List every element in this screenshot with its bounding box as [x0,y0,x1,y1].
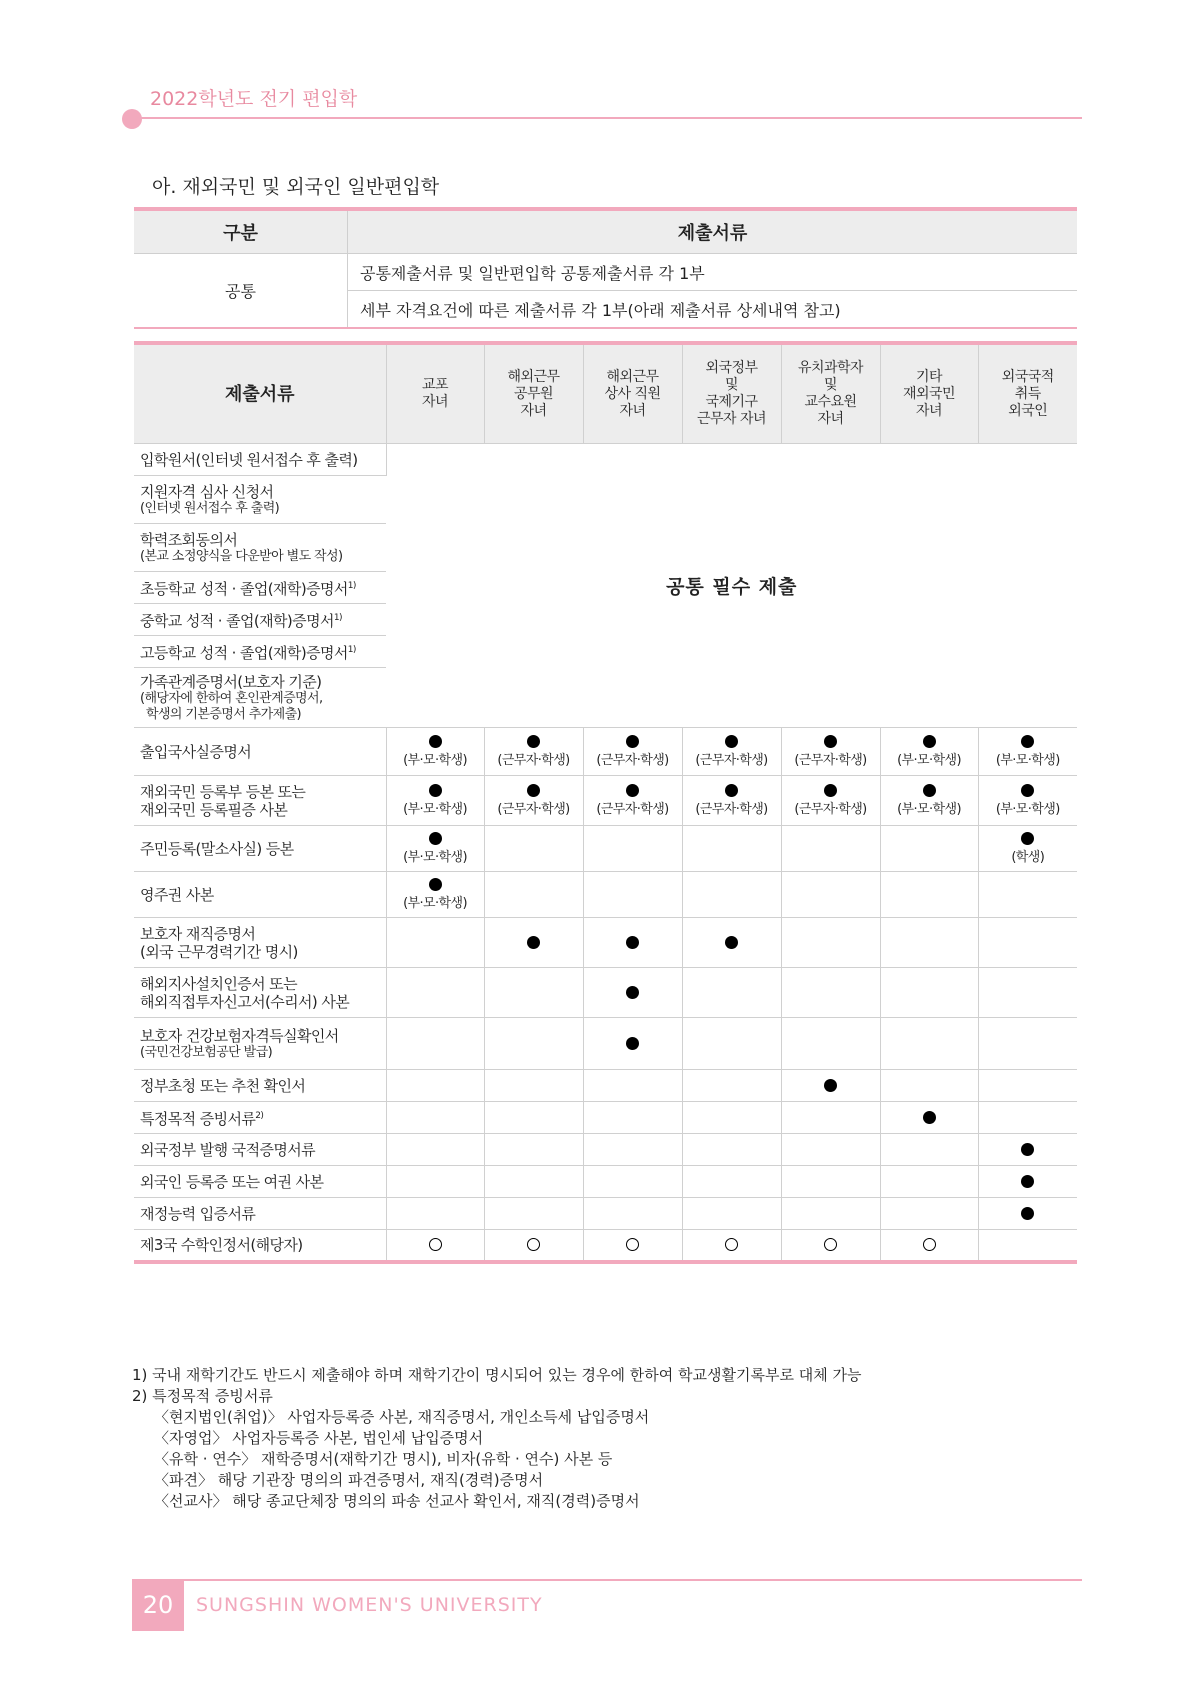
doc-row-label-text: 출입국사실증명서 [140,742,252,761]
summary-col-documents: 제출서류 [348,209,1078,254]
doc-cell [583,1102,682,1134]
footer-rule [132,1579,1082,1581]
doc-cell [978,968,1077,1018]
required-dot-icon [527,784,540,797]
doc-cell [978,776,1077,826]
doc-col-header [978,343,1077,444]
doc-cell [386,728,484,776]
required-dot-icon [923,784,936,797]
doc-row-label [134,826,386,872]
doc-cell [781,1102,880,1134]
doc-cell [682,1198,781,1230]
footnote-line: 〈파견〉 해당 기관장 명의의 파견증명서, 재직(경력)증명서 [154,1471,544,1489]
doc-row-label-text: 해외지사설치인증서 또는 [140,974,297,993]
doc-cell [781,1070,880,1102]
doc-cell [583,1134,682,1166]
doc-cell [682,1134,781,1166]
doc-cell [484,918,583,968]
footer-university: SUNGSHIN WOMEN'S UNIVERSITY [196,1594,543,1616]
doc-row-label-text: 정부초청 또는 추천 확인서 [140,1076,306,1095]
required-dot-icon [1021,1207,1034,1220]
required-dot-icon [626,936,639,949]
doc-row-label [134,604,386,636]
doc-row-label-note: (해당자에 한하여 혼인관계증명서, [140,690,323,706]
doc-cell [484,1018,583,1070]
doc-cell [781,872,880,918]
optional-circle-icon [824,1238,837,1251]
doc-row-label-text: 특정목적 증빙서류 [140,1110,256,1128]
doc-cell [682,1070,781,1102]
doc-cell [484,872,583,918]
doc-cell [583,872,682,918]
footnote-ref: 1) [333,613,342,623]
document-table [134,341,1077,1264]
doc-cell [682,1102,781,1134]
doc-cell [781,968,880,1018]
doc-row-label [134,636,386,668]
doc-cell [583,1018,682,1070]
doc-row-label [134,918,386,968]
doc-col-header-line: 해외근무 [606,368,659,385]
doc-col-header-line: 자녀 [619,402,646,419]
doc-cell [484,1134,583,1166]
page-number: 20 [132,1579,184,1631]
doc-cell-who: (근무자·학생) [794,753,867,768]
table-row [134,1018,1077,1070]
doc-cell [682,826,781,872]
doc-cell [682,872,781,918]
doc-cell-who: (부·모·학생) [897,753,961,768]
doc-cell-who: (근무자·학생) [695,802,768,817]
required-dot-icon [626,735,639,748]
doc-col-header [880,343,978,444]
doc-cell [484,826,583,872]
doc-cell [484,1198,583,1230]
table-row [134,1134,1077,1166]
doc-row-label-text: 외국인 등록증 또는 여권 사본 [140,1172,324,1191]
header-dot-icon [122,109,142,129]
doc-cell [880,1230,978,1262]
doc-col-header-line: 자녀 [915,402,943,419]
doc-row-label-text: 중학교 성적 · 졸업(재학)증명서 [140,612,334,630]
doc-cell [978,728,1077,776]
doc-col-header-line: 근무자 자녀 [696,411,767,427]
doc-col-header-line: 외국정부 [705,360,758,376]
doc-cell [880,1070,978,1102]
doc-cell [880,1018,978,1070]
doc-row-label-text: 고등학교 성적 · 졸업(재학)증명서 [140,644,348,662]
doc-row-label [134,968,386,1018]
doc-cell [978,1102,1077,1134]
doc-row-label-text: 재정능력 입증서류 [140,1204,256,1223]
doc-row-label-text: 외국정부 발행 국적증명서류 [140,1140,316,1159]
doc-cell-who: (부·모·학생) [995,753,1060,768]
doc-cell [583,1230,682,1262]
doc-cell [583,918,682,968]
table-row [134,728,1077,776]
doc-cell [978,1070,1077,1102]
doc-col-header-line: 자녀 [817,411,844,427]
doc-cell [386,1018,484,1070]
doc-cell [978,826,1077,872]
doc-row-label-text: 학력조회동의서 [140,530,238,549]
doc-cell [978,1230,1077,1262]
doc-row-label [134,1198,386,1230]
table-row [134,918,1077,968]
doc-col-header-line: 외국인 [1008,402,1048,419]
doc-cell [880,918,978,968]
doc-row-label-note: (국민건강보험공단 발급) [140,1044,273,1060]
table-row [134,968,1077,1018]
doc-col-header-line: 외국국적 [1001,368,1054,385]
required-dot-icon [626,784,639,797]
table-row [134,1230,1077,1262]
doc-cell [386,826,484,872]
doc-row-label-text: 영주권 사본 [140,885,214,904]
doc-col-header-line: 기타 [915,368,943,385]
doc-row-label [134,872,386,918]
doc-row-label [134,728,386,776]
doc-cell [781,776,880,826]
doc-cell [682,968,781,1018]
doc-cell-who: (부·모·학생) [995,802,1060,817]
doc-col-header [484,343,583,444]
required-dot-icon [527,936,540,949]
doc-cell [484,1070,583,1102]
footnote-line: 〈유학 · 연수〉 재학증명서(재학기간 명시), 비자(유학 · 연수) 사본 등 [154,1450,613,1468]
common-required-cell: 공통 필수 제출 [386,444,1077,728]
required-dot-icon [725,735,738,748]
optional-circle-icon [923,1238,936,1251]
doc-col-header-line: 및 [823,377,838,393]
doc-col-header [781,343,880,444]
doc-row-label-text: 입학원서(인터넷 원서접수 후 출력) [140,450,358,469]
doc-cell [583,1070,682,1102]
doc-cell [978,1018,1077,1070]
doc-row-label [134,1230,386,1262]
doc-cell [978,1198,1077,1230]
footnote-ref: 1) [347,645,356,655]
footnote-line: 〈자영업〉 사업자등록증 사본, 법인세 납입증명서 [154,1429,484,1447]
doc-col-header-line: 취득 [1014,385,1041,402]
doc-cell [583,826,682,872]
doc-cell-who: (근무자·학생) [695,753,768,768]
doc-cell [781,1018,880,1070]
doc-row-label-text: 보호자 재직증명서 [140,924,256,943]
doc-cell [386,968,484,1018]
table-row [134,776,1077,826]
doc-cell-who: (부·모·학생) [403,850,467,865]
required-dot-icon [429,878,442,891]
doc-cell [583,1166,682,1198]
doc-row-label [134,668,386,728]
required-dot-icon [725,936,738,949]
footnote-ref: 2) [255,1111,264,1121]
required-dot-icon [923,1111,936,1124]
doc-cell [978,1166,1077,1198]
required-dot-icon [527,735,540,748]
summary-row-label: 공통 [134,254,348,329]
doc-row-label-note: 학생의 기본증명서 추가제출) [146,706,302,722]
doc-cell [781,1230,880,1262]
doc-col-header-line: 유치과학자 [797,360,864,376]
doc-row-label-text: 지원자격 심사 신청서 [140,482,274,501]
doc-cell [880,1166,978,1198]
doc-cell [484,1230,583,1262]
doc-row-label-text: 가족관계증명서(보호자 기준) [140,672,322,691]
doc-cell [682,1166,781,1198]
doc-cell [781,1134,880,1166]
doc-cell [386,1102,484,1134]
header-rule [132,117,1082,119]
doc-col-header-line: 상사 직원 [604,385,661,402]
doc-cell [484,1102,583,1134]
required-dot-icon [1021,735,1034,748]
table-row [134,826,1077,872]
required-dot-icon [429,784,442,797]
required-dot-icon [626,986,639,999]
doc-cell [386,776,484,826]
doc-cell [880,728,978,776]
doc-row-label-text: 재외국민 등록부 등본 또는 [140,782,306,801]
doc-col-header-line: 교포 [421,377,449,393]
doc-cell [978,1134,1077,1166]
doc-col-header-line: 자녀 [421,394,449,410]
doc-cell-who: (근무자·학생) [497,753,570,768]
table-row [134,1102,1077,1134]
doc-col-header-line: 및 [724,377,739,393]
doc-cell-who: (학생) [1011,850,1045,865]
doc-col-header-line: 재외국민 [902,385,956,402]
doc-row-label [134,444,386,476]
doc-cell-who: (부·모·학생) [403,753,467,768]
table-row [134,872,1077,918]
doc-col-header-line: 교수요원 [804,394,857,410]
summary-col-category: 구분 [134,209,348,254]
doc-row-label-text: 보호자 건강보험자격득실확인서 [140,1026,339,1045]
footnote-line: 2) 특정목적 증빙서류 [132,1387,273,1405]
footnotes [132,1365,861,1512]
doc-cell [781,918,880,968]
footnote-line: 〈현지법인(취업)〉 사업자등록증 사본, 재직증명서, 개인소득세 납입증명서 [154,1408,650,1426]
doc-cell [386,1198,484,1230]
required-dot-icon [824,1079,837,1092]
doc-col-header-line: 국제기구 [705,394,758,410]
doc-row-label-text: 주민등록(말소사실) 등본 [140,839,294,858]
required-dot-icon [1021,1143,1034,1156]
doc-cell [978,918,1077,968]
table-row [134,1070,1077,1102]
doc-col-header-line: 해외근무 [507,368,560,385]
summary-line: 세부 자격요건에 따른 제출서류 각 1부(아래 제출서류 상세내역 참고) [348,291,1078,329]
doc-cell [484,1166,583,1198]
doc-cell [386,872,484,918]
doc-cell-who: (근무자·학생) [497,802,570,817]
required-dot-icon [1021,1175,1034,1188]
doc-row-label [134,524,386,572]
doc-cell [781,1198,880,1230]
doc-col-header [682,343,781,444]
doc-cell-who: (근무자·학생) [794,802,867,817]
doc-cell [386,1166,484,1198]
doc-cell [682,1230,781,1262]
footnote-ref: 1) [347,581,356,591]
doc-row-label-text: 제3국 수학인정서(해당자) [140,1235,303,1254]
summary-line: 공통제출서류 및 일반편입학 공통제출서류 각 1부 [348,254,1078,291]
doc-cell [682,728,781,776]
doc-row-label [134,776,386,826]
doc-row-label-note: (인터넷 원서접수 후 출력) [140,500,280,516]
doc-cell [781,1166,880,1198]
doc-cell [781,728,880,776]
doc-row-label [134,1018,386,1070]
required-dot-icon [429,735,442,748]
doc-cell [682,1018,781,1070]
doc-row-label [134,476,386,524]
doc-row-label [134,1134,386,1166]
required-dot-icon [725,784,738,797]
optional-circle-icon [527,1238,540,1251]
required-dot-icon [429,832,442,845]
footnote-line: 〈선교사〉 해당 종교단체장 명의의 파송 선교사 확인서, 재직(경력)증명서 [154,1492,640,1510]
doc-col-header-line: 공무원 [513,385,554,402]
doc-cell [880,968,978,1018]
table-row [134,1166,1077,1198]
doc-cell [880,1198,978,1230]
doc-cell [386,1070,484,1102]
doc-cell [880,1102,978,1134]
doc-col-header [386,343,484,444]
required-dot-icon [824,735,837,748]
header-title: 2022학년도 전기 편입학 [150,88,358,110]
doc-row-label [134,1166,386,1198]
required-dot-icon [824,784,837,797]
optional-circle-icon [725,1238,738,1251]
doc-cell [583,968,682,1018]
optional-circle-icon [626,1238,639,1251]
required-dot-icon [1021,784,1034,797]
doc-cell [880,776,978,826]
doc-cell [781,826,880,872]
doc-cell [386,1134,484,1166]
doc-row-label-note: (본교 소정양식을 다운받아 별도 작성) [140,548,343,564]
required-dot-icon [1021,832,1034,845]
doc-row-label-text: 재외국민 등록필증 사본 [140,800,288,819]
doc-cell-who: (부·모·학생) [897,802,961,817]
doc-cell [484,776,583,826]
doc-cell [386,918,484,968]
doc-cell [880,1134,978,1166]
doc-cell [880,872,978,918]
doc-col-header-line: 자녀 [520,402,547,419]
table-row [134,444,1077,476]
required-dot-icon [626,1037,639,1050]
section-title: 아. 재외국민 및 외국인 일반편입학 [152,176,440,198]
doc-cell [880,826,978,872]
doc-cell [682,776,781,826]
doc-row-label-text: 초등학교 성적 · 졸업(재학)증명서 [140,580,348,598]
required-dot-icon [923,735,936,748]
doc-cell-who: (근무자·학생) [596,802,669,817]
doc-cell [978,872,1077,918]
optional-circle-icon [429,1238,442,1251]
doc-cell [682,918,781,968]
doc-cell-who: (근무자·학생) [596,753,669,768]
doc-row-label-text: (외국 근무경력기간 명시) [140,942,298,961]
doc-cell [484,968,583,1018]
doc-col-header-documents: 제출서류 [134,343,386,444]
doc-row-label [134,1070,386,1102]
doc-row-label-text: 해외직접투자신고서(수리서) 사본 [140,992,350,1011]
doc-cell [583,1198,682,1230]
doc-cell [484,728,583,776]
doc-row-label [134,572,386,604]
doc-cell-who: (부·모·학생) [403,802,467,817]
doc-cell-who: (부·모·학생) [403,896,467,911]
footnote-line: 1) 국내 재학기간도 반드시 제출해야 하며 재학기간이 명시되어 있는 경우에 한하여 학교생활기록부로 대체 가능 [132,1366,862,1384]
doc-row-label [134,1102,386,1134]
doc-cell [583,776,682,826]
summary-table [134,207,1077,329]
doc-cell [386,1230,484,1262]
doc-cell [583,728,682,776]
table-row [134,1198,1077,1230]
doc-col-header [583,343,682,444]
